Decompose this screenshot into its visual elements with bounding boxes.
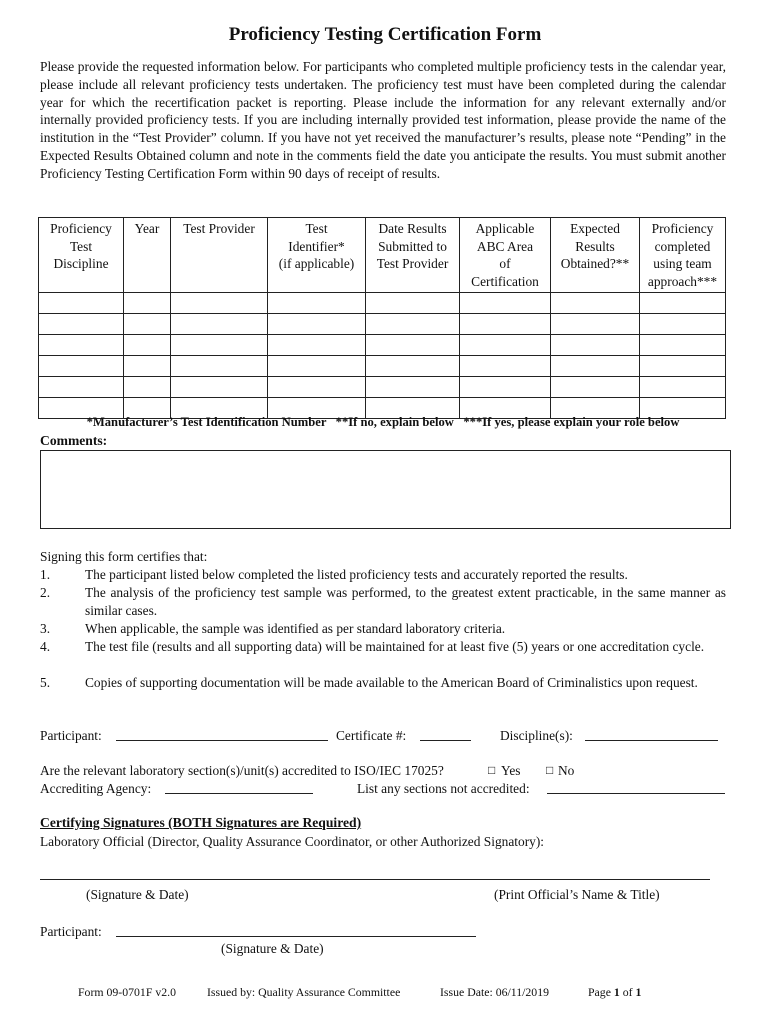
column-header-discipline: Proficiency Test Discipline: [39, 218, 124, 293]
list-item: [40, 674, 726, 692]
column-header-expected-results: Expected Results Obtained?**: [551, 218, 640, 293]
list-text: The participant listed below completed the listed proficiency tests and accurately reported the results.: [85, 567, 628, 582]
footer-issue-date: Issue Date: 06/11/2019: [440, 985, 549, 999]
comments-label: Comments:: [40, 433, 108, 448]
agency-label: Accrediting Agency:: [40, 781, 152, 796]
list-number: 4.: [40, 639, 51, 654]
list-number: 2.: [40, 585, 51, 600]
table-header-row: [39, 218, 726, 293]
accrediting-agency-field[interactable]: [165, 793, 313, 794]
list-number: 3.: [40, 621, 51, 636]
list-item: [40, 566, 726, 584]
list-number: 1.: [40, 567, 51, 582]
list-number: 5.: [40, 675, 51, 690]
list-text: Copies of supporting documentation will be made available to the American Board of Criminalistics upon request.: [85, 675, 698, 690]
table-row: [39, 377, 726, 398]
certifies-intro: Signing this form certifies that:: [40, 549, 208, 564]
sections-not-accredited-field[interactable]: [547, 793, 725, 794]
column-header-team-approach: Proficiency completed using team approach***: [640, 218, 726, 293]
form-title: Proficiency Testing Certification Form: [228, 24, 542, 45]
participant-signature-caption: (Signature & Date): [221, 941, 324, 956]
participant-field-label: Participant:: [40, 728, 102, 743]
sections-not-accredited-label: List any sections not accredited:: [357, 781, 530, 796]
proficiency-tests-table: [38, 217, 726, 419]
list-text: The analysis of the proficiency test sample was performed, to the greatest extent practicable, in the same manner as similar cases.: [85, 585, 726, 618]
table-row: [39, 335, 726, 356]
no-checkbox[interactable]: □: [546, 763, 554, 777]
certificate-number-field[interactable]: [420, 740, 471, 741]
yes-label: Yes: [501, 763, 521, 778]
footer-issued-by: Issued by: Quality Assurance Committee: [207, 985, 401, 999]
list-item: [40, 620, 726, 638]
print-name-caption: (Print Official’s Name & Title): [494, 887, 660, 902]
signatures-heading: Certifying Signatures (BOTH Signatures are Required): [40, 815, 362, 830]
table-row: [39, 293, 726, 314]
participant-signature-line[interactable]: [116, 936, 476, 937]
comments-field[interactable]: [40, 450, 731, 529]
column-header-date-submitted: Date Results Submitted to Test Provider: [366, 218, 460, 293]
discipline-label: Discipline(s):: [500, 728, 573, 743]
signature-date-caption: (Signature & Date): [86, 887, 189, 902]
column-header-test-provider: Test Provider: [171, 218, 268, 293]
table-footnotes: *Manufacturer’s Test Identification Number **If no, explain below ***If yes, please explain your role below: [86, 415, 680, 429]
table-row: [39, 356, 726, 377]
column-header-abc-area: Applicable ABC Area of Certification: [460, 218, 551, 293]
list-item: [40, 584, 726, 620]
participant-signature-label: Participant:: [40, 924, 102, 939]
participant-name-field[interactable]: [116, 740, 328, 741]
list-text: When applicable, the sample was identified as per standard laboratory criteria.: [85, 621, 506, 636]
discipline-field[interactable]: [585, 740, 718, 741]
no-label: No: [558, 763, 575, 778]
list-item: [40, 638, 726, 656]
footer-page-number: Page 1 of 1: [588, 985, 642, 999]
footer-form-id: Form 09-0701F v2.0: [78, 985, 176, 999]
list-text: The test file (results and all supporting data) will be maintained for at least five (5) years or one accreditation cycle.: [85, 639, 705, 654]
table-row: [39, 314, 726, 335]
column-header-year: Year: [124, 218, 171, 293]
column-header-test-identifier: Test Identifier* (if applicable): [268, 218, 366, 293]
lab-official-label: Laboratory Official (Director, Quality Assurance Coordinator, or other Authorized Signatory):: [40, 834, 545, 849]
yes-checkbox[interactable]: □: [488, 763, 496, 777]
iso-question: Are the relevant laboratory section(s)/unit(s) accredited to ISO/IEC 17025?: [40, 763, 444, 778]
instructions-paragraph: Please provide the requested information below. For participants who completed multiple proficiency tests in the calendar year, please include all relevant proficiency tests undertaken. The proficiency test must have been completed during the calendar year for which the recertification packet is reporting. Please include the information for any relevant externally and/or internally provided proficiency tests. If you are including internally provided test information, please provide the name of the institution in the “Test Provider” column. If you have not yet received the manufacturer’s results, please note “Pending” in the Expected Results Obtained column and note in the comments field the date you anticipate the results. You must submit another Proficiency Testing Certification Form within 90 days of receipt of results.: [40, 59, 726, 181]
certificate-label: Certificate #:: [336, 728, 407, 743]
lab-official-signature-line[interactable]: [40, 879, 710, 880]
